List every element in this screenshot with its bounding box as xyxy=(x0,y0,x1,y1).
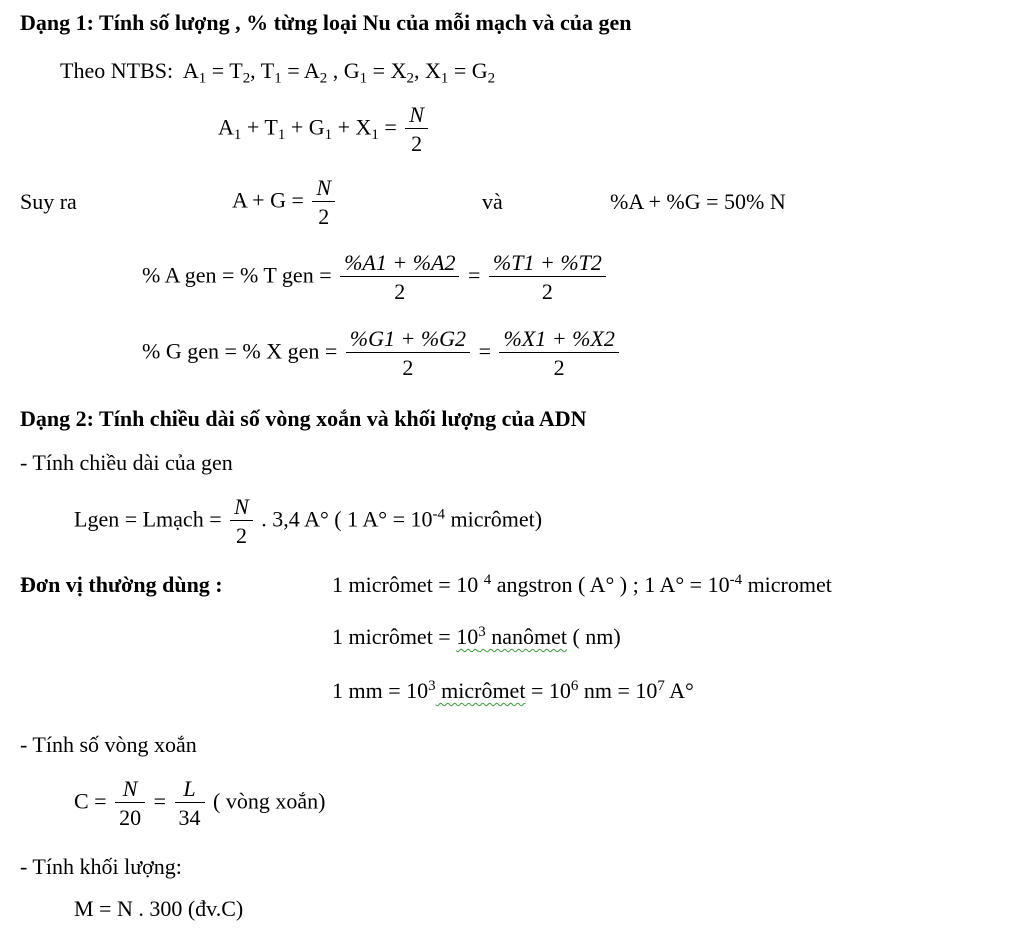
fraction-n-over-2: $\frac{N}{2}$ xyxy=(312,177,335,228)
dang2-heading: Dạng 2: Tính chiều dài số vòng xoắn và khối lượng của ADN xyxy=(20,406,587,431)
percent-sum-formula: %A + %G = 50% N xyxy=(610,189,786,214)
coil-formula: C = $\frac{N}{20}$ = $\frac{L}{34}$ ( vòng xoắn) xyxy=(74,776,326,830)
suy-ra-label: Suy ra xyxy=(20,189,77,214)
mass-formula: M = N . 300 (đv.C) xyxy=(74,896,244,921)
mass-label: - Tính khối lượng: xyxy=(20,854,182,879)
length-label: - Tính chiều dài của gen xyxy=(20,450,233,475)
fraction-n-over-2: $\frac{N}{2}$ xyxy=(405,104,428,155)
units-label: Đơn vị thường dùng : xyxy=(20,572,223,597)
lgen-formula: Lgen = Lmạch = $\frac{N}{2}$ . 3,4 A° ( 1 $A^\circ = 10^{-4}$ micrômet) xyxy=(74,494,543,548)
ag-formula: A + G = $\frac{N}{2}$ xyxy=(232,177,338,228)
sum-formula: $A_1 + T_1 + G_1 + X_1$ = $\frac{N}{2}$ xyxy=(218,104,431,155)
va-label: và xyxy=(482,189,503,214)
a-gen-formula: % A gen = % T gen = $\frac{\%A1 + \%A2}{2}$ = $\frac{\%T1 + \%T2}{2}$ xyxy=(142,252,609,303)
g-gen-formula: % G gen = % X gen = $\frac{\%G1 + \%G2}{2}$ = $\frac{\%X1 + \%X2}{2}$ xyxy=(142,328,622,379)
unit-line-2: 1 micrômet = $10^3$ nanômet ( nm) xyxy=(332,623,621,649)
dang1-heading: Dạng 1: Tính số lượng , % từng loại Nu của mỗi mạch và của gen xyxy=(20,10,632,35)
ntbs-line: Theo NTBS: $A_1 = T_2$, $T_1 = A_2$ , $G_1 = X_2$, $X_1 = G_2$ xyxy=(60,58,496,87)
ntbs-label: Theo NTBS: xyxy=(60,58,174,83)
unit-line-1: 1 micrômet = 10 $^4$ angstron ( A° ) ; 1 $A^\circ = 10^{-4}$ micromet xyxy=(332,571,832,597)
unit-line-3: 1 mm = $10^3$ micrômet = $10^6$ nm = $10^7$ A° xyxy=(332,677,694,703)
coil-label: - Tính số vòng xoắn xyxy=(20,732,197,757)
